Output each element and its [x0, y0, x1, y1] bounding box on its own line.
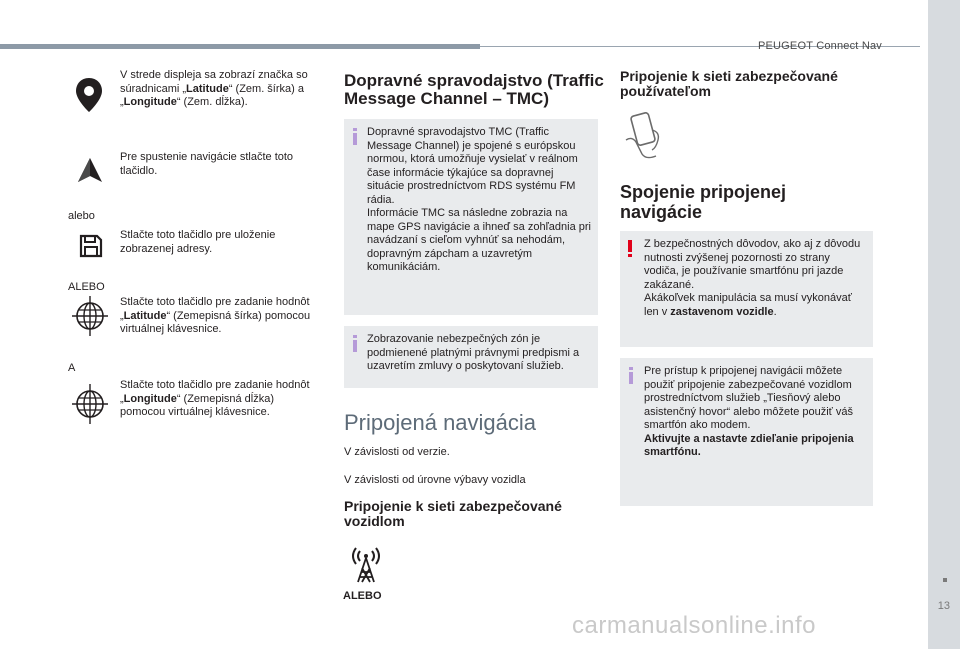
vehicle-connection-title: Pripojenie k sieti zabezpečované vozidlom — [344, 498, 562, 529]
tmc-title: Dopravné spravodajstvo (Traffic Message Channel – TMC) — [344, 71, 604, 108]
latitude-description: Stlačte toto tlačidlo pre zadanie hodnôt „Latitude“ (Zemepisná šírka) pomocou virtuálnej klávesnice. — [120, 296, 311, 335]
info-mark-icon — [629, 372, 633, 384]
danger-info-text: Zobrazovanie nebezpečných zón je podmienené platnými právnymi predpismi a uzavretím zmluvy o poskytovaní služieb. — [367, 333, 580, 372]
or-label: alebo — [68, 210, 95, 222]
user-connection-title: Pripojenie k sieti zabezpečované používateľom — [620, 68, 838, 99]
info-mark-dot — [629, 367, 633, 370]
safety-text: Z bezpečnostných dôvodov, ako aj z dôvodu nutnosti zvýšenej pozornosti zo strany vodiča, je používanie smartfónu pri jazde zakázané. — [644, 238, 861, 291]
warning-mark-dot — [628, 254, 632, 257]
tmc-info-box — [344, 119, 598, 315]
globe-grid-icon — [72, 296, 108, 336]
page-number: 13 — [937, 600, 950, 612]
header-title: PEUGEOT Connect Nav — [757, 40, 882, 52]
watermark: carmanualsonline.info — [572, 612, 816, 639]
info-mark-icon — [353, 340, 357, 352]
top-accent-bar — [0, 44, 480, 49]
info-mark-icon — [353, 133, 357, 145]
page-dot — [943, 578, 947, 582]
smartphone-hand-icon — [622, 110, 668, 162]
access-info-box — [620, 358, 873, 506]
tmc-info-text2: Informácie TMC sa následne zobrazia na mape GPS navigácie a ihneď sa zohľadnia pri navádzaní s cieľom vyhnúť sa nehodám, dopravným zápcham a uzavretým komunikáciám. — [367, 207, 591, 273]
globe-grid-icon — [72, 384, 108, 424]
version-note: V závislosti od verzie. — [344, 446, 450, 458]
antenna-icon — [348, 544, 384, 584]
longitude-description: Stlačte toto tlačidlo pre zadanie hodnôt „Longitude“ (Zemepisná dĺžka) pomocou virtuálnej klávesnice. — [120, 379, 310, 418]
access-bold-text: Aktivujte a nastavte zdieľanie pripojenia smartfónu. — [644, 432, 854, 458]
save-description: Stlačte toto tlačidlo pre uloženie zobrazenej adresy. — [120, 229, 276, 255]
navigation-description: Pre spustenie navigácie stlačte toto tlačidlo. — [120, 151, 294, 177]
warning-mark-icon — [628, 240, 632, 252]
info-mark-dot — [353, 335, 357, 338]
save-icon — [78, 233, 104, 259]
location-pin-icon — [74, 76, 104, 114]
side-strip — [928, 0, 960, 649]
or-label: A — [68, 362, 76, 374]
or-label: ALEBO — [68, 281, 105, 293]
connected-navigation-title: Pripojená navigácia — [344, 410, 537, 435]
info-mark-dot — [353, 128, 357, 131]
access-text: Pre prístup k pripojenej navigácii môžete použiť pripojenie zabezpečované vozidlom prostredníctvom služieb „Tiesňový alebo asistenčný hovor“ alebo môžete použiť váš smartfón ako modem. — [644, 365, 853, 431]
safety-warning-box — [620, 231, 873, 347]
safety-text2: Akákoľvek manipulácia sa musí vykonávať len v zastavenom vozidle. — [644, 292, 852, 318]
navigation-arrow-icon — [76, 156, 104, 184]
connect-navigation-title: Spojenie pripojenej navigácie — [620, 182, 787, 222]
tmc-info-text: Dopravné spravodajstvo TMC (Traffic Message Channel) je spojené s európskou normou, ktorá umožňuje vysielať v reálnom čase informácie týkajúce sa dopravnej situácie prostredníctvom RDS systému FM rádia. — [367, 126, 578, 206]
equipment-note: V závislosti od úrovne výbavy vozidla — [344, 474, 526, 486]
or-label: ALEBO — [343, 590, 382, 602]
danger-info-box — [344, 326, 598, 388]
pin-description: V strede displeja sa zobrazí značka so súradnicami „Latitude“ (Zem. šírka) a „Longitude“ (Zem. dĺžka). — [120, 69, 308, 108]
